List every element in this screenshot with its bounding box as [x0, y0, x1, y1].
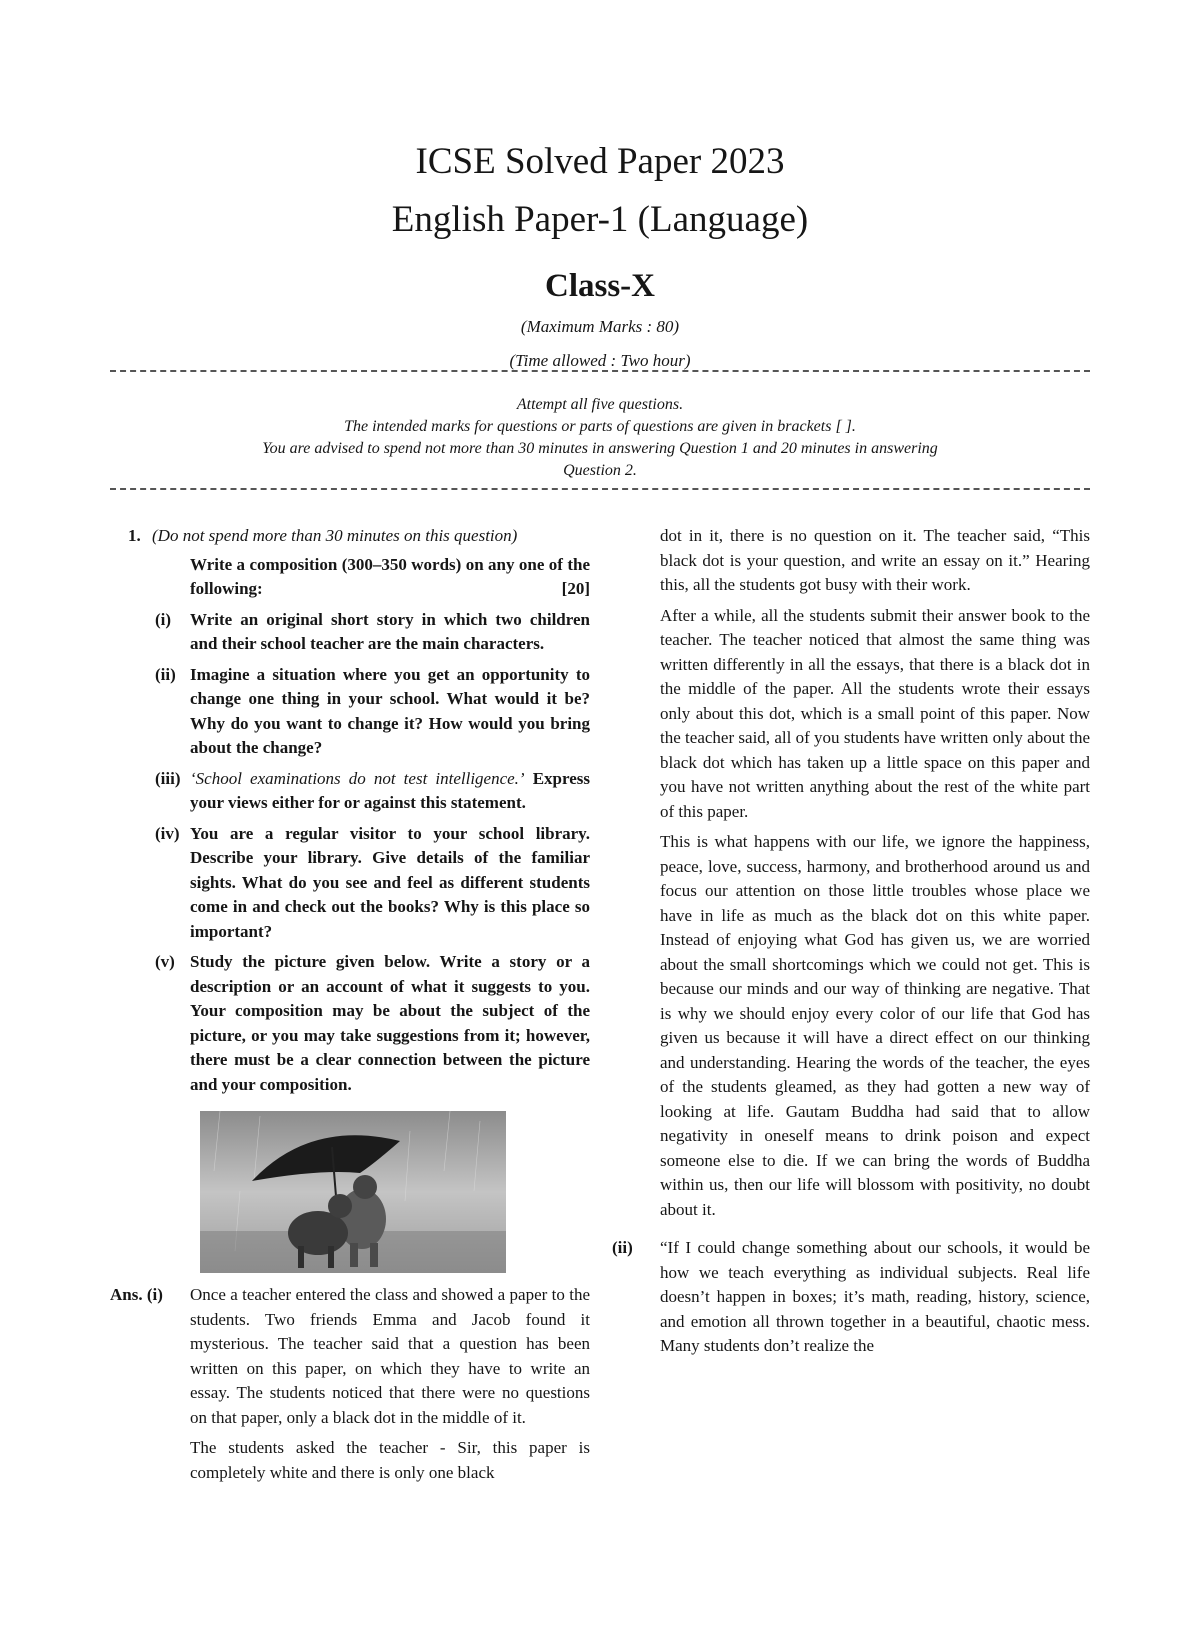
- question-option: [110, 608, 590, 657]
- question-option: [110, 950, 590, 1097]
- option-number: (iii): [155, 768, 181, 788]
- question-option: [110, 663, 590, 761]
- top-divider: [110, 370, 1090, 372]
- instruction-line: The intended marks for questions or parts of questions are given in brackets [ ].: [344, 418, 856, 435]
- time-allowed: (Time allowed : Two hour): [509, 351, 691, 370]
- left-column: [110, 524, 590, 1485]
- question-option: [110, 822, 590, 945]
- option-text: [190, 767, 590, 816]
- question-number: 1.: [128, 526, 141, 545]
- task-text: Write a composition (300–350 words) on any one of the following:: [190, 554, 590, 598]
- paper-subtitle: English Paper-1 (Language): [391, 199, 809, 240]
- instruction-line: Question 2.: [563, 462, 637, 479]
- question-option: [110, 767, 590, 816]
- photo-illustration: [200, 1111, 506, 1273]
- instruction-line: You are advised to spend not more than 30 minutes in answering Question 1 and 20 minutes in answering: [262, 440, 938, 457]
- option-text: Write an original short story in which two children and their school teacher are the main characters.: [190, 609, 590, 653]
- option-number: (ii): [155, 664, 176, 684]
- option-number: (v): [155, 952, 175, 971]
- marks-badge: [20]: [561, 579, 590, 598]
- answer-1-i: [110, 1283, 590, 1430]
- right-column: [612, 524, 1090, 1359]
- answer-label: Ans. (i): [110, 1285, 163, 1304]
- paper-title: ICSE Solved Paper 2023: [415, 141, 785, 182]
- answer-1-ii: [612, 1236, 1090, 1359]
- rain-umbrella-photo: [200, 1111, 506, 1273]
- answer-paragraph: Once a teacher entered the class and showed a paper to the students. Two friends Emma and Jacob found it mysterious. The teacher said that a question has been written on this paper, on which they have to write an essay. The students noticed that there were no questions on that paper, only a black dot in the middle of it.: [190, 1285, 590, 1427]
- option-number: (iv): [155, 823, 180, 843]
- maximum-marks: (Maximum Marks : 80): [520, 317, 680, 336]
- option-text: You are a regular visitor to your school library. Describe your library. Give details of the familiar sights. What do you see and feel as different students come in and check out the books? Why is this place so important?: [190, 823, 590, 941]
- option-number: (i): [155, 609, 172, 629]
- answer-paragraph: “If I could change something about our schools, it would be how we teach everything as individual subjects. Real life doesn’t happen in boxes; it’s math, reading, history, science, and emotion all thrown together in a beautiful, chaotic mess. Many students don’t realize the: [660, 1238, 1090, 1355]
- option-text-body: Express your views either for or against this statement.: [190, 768, 590, 812]
- option-text: Study the picture given below. Write a story or a description or an account of what it suggests to you. Your composition may be about the subject of the picture, or you may take suggestions from it; however, there must be a clear connection between the picture and your composition.: [190, 952, 590, 1094]
- page-header: [0, 140, 1200, 372]
- instructions-block: [110, 394, 1090, 482]
- question-1: [110, 524, 590, 549]
- instruction-line: Attempt all five questions.: [516, 396, 684, 413]
- option-text: Imagine a situation where you get an opportunity to change one thing in your school. What would it be? Why do you want to change it? How would you bring about the change?: [190, 664, 590, 757]
- answer-paragraph: The students asked the teacher - Sir, this paper is completely white and there is only one black: [190, 1438, 590, 1482]
- answer-paragraph: dot in it, there is no question on it. The teacher said, “This black dot is your question, and write an essay on it.” Hearing this, all the students got busy with their work.: [660, 526, 1090, 594]
- question-instruction: (Do not spend more than 30 minutes on this question): [152, 526, 518, 545]
- answer-paragraph: After a while, all the students submit their answer book to the teacher. The teacher noticed that almost the same thing was written differently in all the essays, that there is a black dot in the middle of the paper. All the students wrote their essays only about this dot, which is a small point of this paper. Now the teacher said, all of you students have written only about the black dot which has taken up a little space on this paper and you have not written anything about the rest of the white part of this paper.: [660, 605, 1090, 821]
- question-task: [190, 553, 590, 602]
- bottom-divider: [110, 488, 1090, 490]
- answer-paragraph: This is what happens with our life, we ignore the happiness, peace, love, success, harmony, and brotherhood around us and focus our attention on those little troubles whose place we have in life as much as the black dot on this white paper. Instead of enjoying what God has given us, we are worried about the small shortcomings which we could not get. This is because our minds and our way of thinking are negative. That is why we should enjoy every color of our life that God has given us because it will have a direct effect on our thinking and understanding. Hearing the words of the teacher, the eyes of the students gleamed, as they had gotten a new way of looking at life. Gautam Buddha had said that to allow negativity in oneself means to drink poison and expect someone else to die. If we can bring the words of Buddha within us, then our life will blossom with positivity, no doubt about it.: [660, 832, 1090, 1219]
- answer-label: (ii): [612, 1238, 633, 1257]
- class-heading: Class-X: [544, 268, 655, 304]
- option-quote: ‘School examinations do not test intelligence.’: [190, 768, 525, 788]
